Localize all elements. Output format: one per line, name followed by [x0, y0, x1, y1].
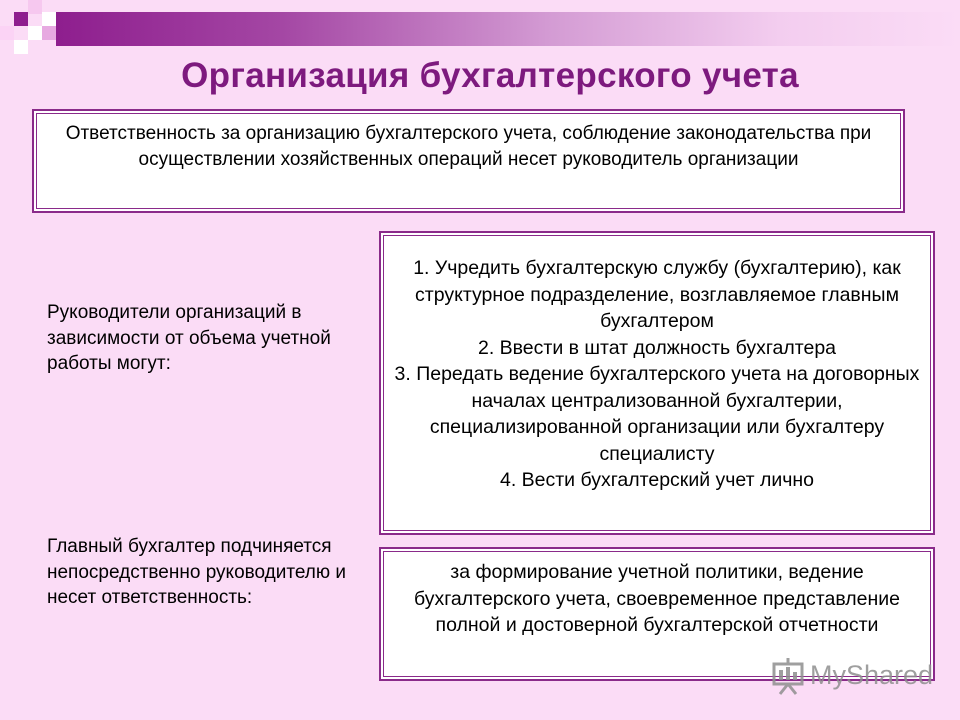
watermark — [766, 654, 936, 700]
watermark-text: MyShared — [810, 660, 934, 690]
decor-square — [28, 26, 42, 40]
decor-square — [14, 40, 28, 54]
chief-accountant-label: Главный бухгалтер подчиняется непосредственно руководителю и несет ответственность: — [47, 536, 347, 608]
option-item-1: 1. Учредить бухгалтерскую службу (бухгалтерию), как структурное подразделение, возглавляемое главным бухгалтером — [413, 257, 901, 332]
chief-responsibility-text: за формирование учетной политики, ведение бухгалтерского учета, своевременное представление полной и достоверной бухгалтерской отчетности — [413, 561, 900, 636]
decor-square — [0, 26, 14, 40]
responsibility-box — [32, 109, 905, 213]
presentation-icon — [770, 656, 806, 696]
decor-square — [14, 12, 28, 26]
options-box — [379, 231, 935, 535]
option-item-3: 3. Передать ведение бухгалтерского учета на договорных началах централизованной бухгалтерии, специализированной организации или бухгалтеру специалисту — [394, 363, 920, 465]
slide-title: Организация бухгалтерского учета — [181, 56, 799, 95]
decor-square — [42, 26, 56, 40]
header-gradient-bar — [56, 12, 960, 46]
option-item-2: 2. Ввести в штат должность бухгалтера — [477, 336, 837, 359]
responsibility-text: Ответственность за организацию бухгалтерского учета, соблюдение законодательства при осуществлении хозяйственных операций несет руководитель организации — [65, 123, 872, 170]
heads-label: Руководители организаций в зависимости от объема учетной работы могут: — [47, 302, 331, 374]
decor-square — [42, 12, 56, 26]
decor-square — [28, 0, 42, 14]
option-item-4: 4. Вести бухгалтерский учет лично — [499, 469, 815, 491]
